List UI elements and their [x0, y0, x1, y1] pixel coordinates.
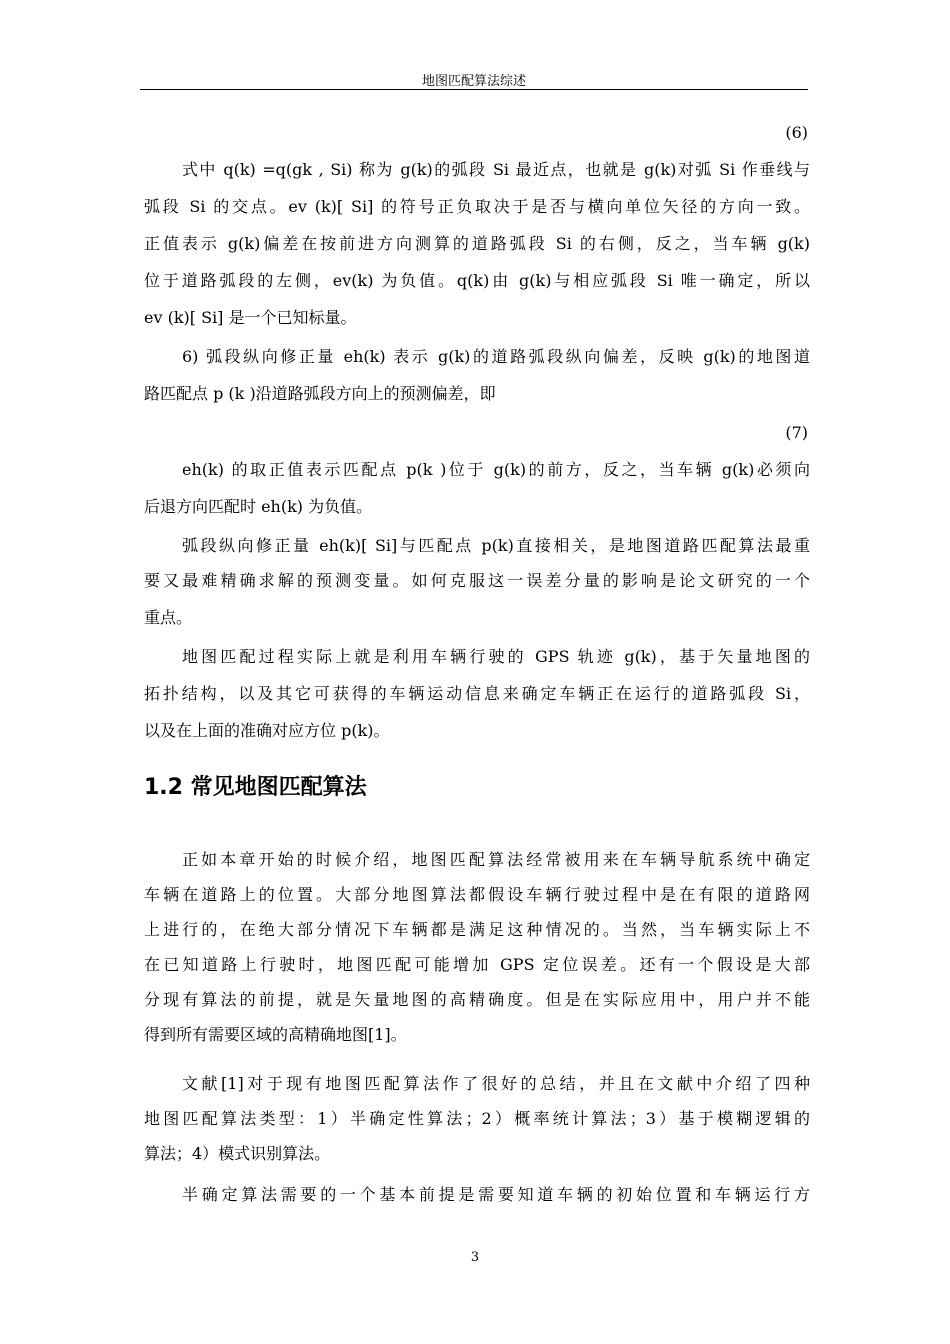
text-line: 文献[1]对于现有地图匹配算法作了很好的总结，并且在文献中介绍了四种 — [182, 1074, 810, 1093]
text-line: 拓扑结构，以及其它可获得的车辆运动信息来确定车辆正在运行的道路弧段 Si， — [144, 684, 810, 703]
text-line: 算法；4）模式识别算法。 — [144, 1144, 331, 1163]
text-line: 在已知道路上行驶时，地图匹配可能增加 GPS 定位误差。还有一个假设是大部 — [144, 955, 810, 974]
text-line: 路匹配点 p (k )沿道路弧段方向上的预测偏差，即 — [144, 384, 496, 403]
equation-number-7: (7) — [785, 423, 808, 442]
text-line: 以及在上面的准确对应方位 p(k)。 — [144, 721, 390, 740]
text-line: 半确定算法需要的一个基本前提是需要知道车辆的初始位置和车辆运行方 — [182, 1185, 810, 1204]
text-line: ev (k)[ Si] 是一个已知标量。 — [144, 308, 357, 327]
section-heading: 1.2 常见地图匹配算法 — [144, 775, 367, 800]
text-line: 式中 q(k) =q(gk , Si) 称为 g(k)的弧段 Si 最近点，也就是 g(k)对弧 Si 作垂线与 — [182, 160, 810, 179]
text-line: 得到所有需要区域的高精确地图[1]。 — [144, 1025, 407, 1044]
text-line: eh(k) 的取正值表示匹配点 p(k )位于 g(k)的前方，反之，当车辆 g(k)必须向 — [182, 460, 810, 479]
text-line: 要又最难精确求解的预测变量。如何克服这一误差分量的影响是论文研究的一个 — [144, 571, 810, 590]
header-rule — [140, 89, 808, 90]
equation-number-6: (6) — [785, 123, 808, 142]
text-line: 地图匹配算法类型：1）半确定性算法；2）概率统计算法；3）基于模糊逻辑的 — [144, 1109, 810, 1128]
text-line: 重点。 — [144, 608, 193, 627]
text-line: 地图匹配过程实际上就是利用车辆行驶的 GPS 轨迹 g(k)，基于矢量地图的 — [182, 647, 810, 666]
text-line: 上进行的，在绝大部分情况下车辆都是满足这种情况的。当然，当车辆实际上不 — [144, 920, 810, 939]
text-line: 分现有算法的前提，就是矢量地图的高精确度。但是在实际应用中，用户并不能 — [144, 990, 810, 1009]
text-line: 弧段纵向修正量 eh(k)[ Si]与匹配点 p(k)直接相关，是地图道路匹配算法最重 — [182, 536, 810, 555]
text-line: 车辆在道路上的位置。大部分地图算法都假设车辆行驶过程中是在有限的道路网 — [144, 885, 810, 904]
running-header: 地图匹配算法综述 — [421, 74, 526, 89]
page-number: 3 — [470, 1250, 480, 1265]
text-line: 后退方向匹配时 eh(k) 为负值。 — [144, 497, 373, 516]
text-line: 弧段 Si 的交点。ev (k)[ Si] 的符号正负取决于是否与横向单位矢径的方向一致。 — [144, 197, 810, 216]
text-line: 6) 弧段纵向修正量 eh(k) 表示 g(k)的道路弧段纵向偏差，反映 g(k)的地图道 — [182, 347, 810, 366]
text-line: 正值表示 g(k)偏差在按前进方向测算的道路弧段 Si 的右侧，反之，当车辆 g(k) — [144, 234, 810, 253]
text-line: 正如本章开始的时候介绍，地图匹配算法经常被用来在车辆导航系统中确定 — [182, 850, 810, 869]
text-line: 位于道路弧段的左侧，ev(k) 为负值。q(k)由 g(k)与相应弧段 Si 唯一确定，所以 — [144, 271, 810, 290]
